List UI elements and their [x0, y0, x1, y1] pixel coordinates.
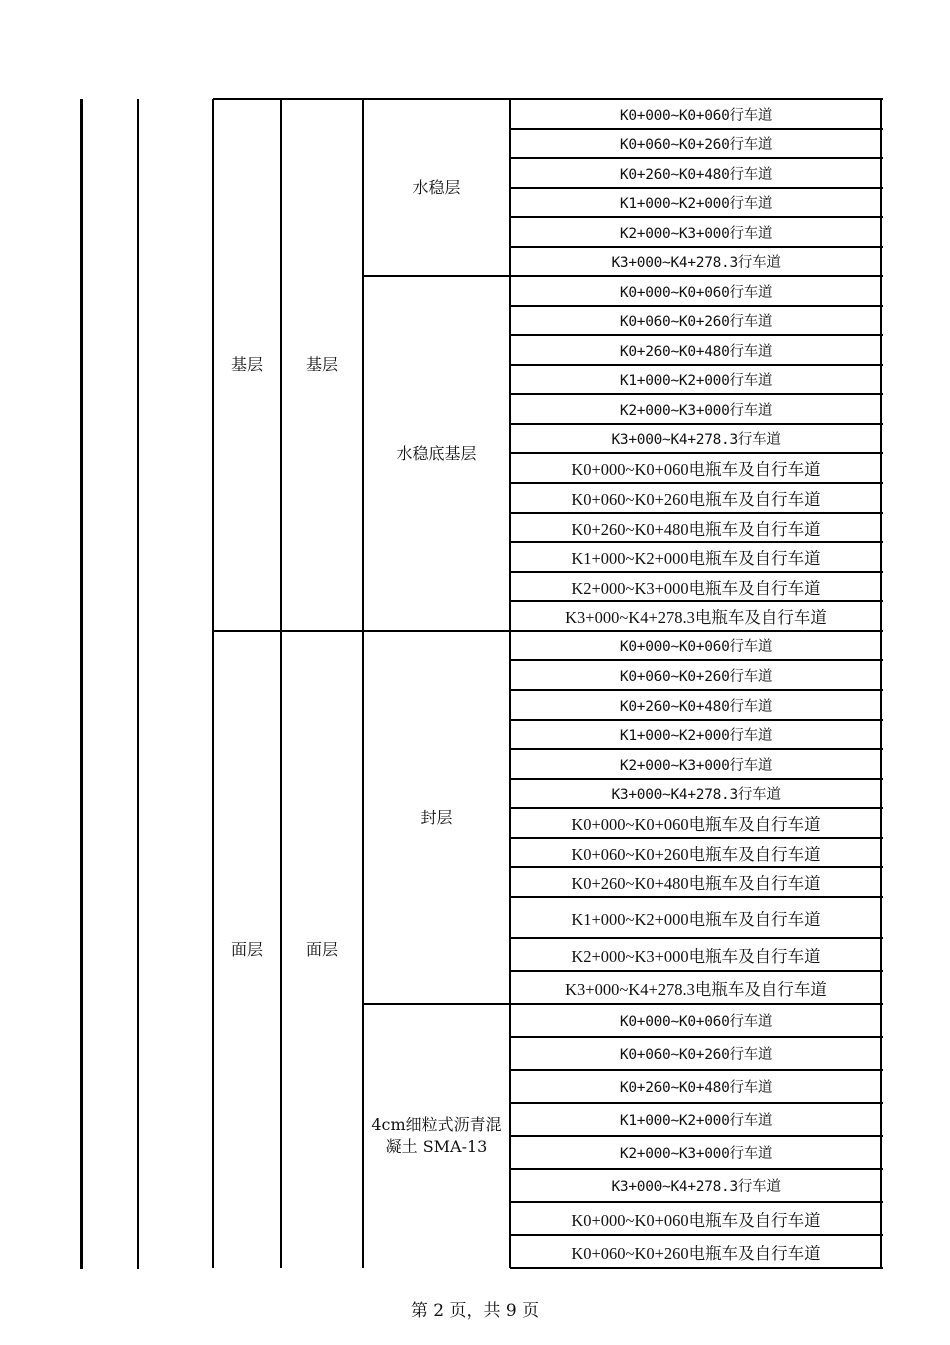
detail-row: K0+060~K0+260电瓶车及自行车道: [571, 1243, 821, 1263]
column-separator: [509, 99, 511, 1268]
section-cell: 水稳底基层: [396, 443, 477, 463]
detail-row: K3+000~K4+278.3行车道: [611, 255, 781, 271]
detail-row: K1+000~K2+000行车道: [619, 728, 773, 744]
column-separator: [280, 99, 282, 1268]
detail-row: K0+000~K0+060电瓶车及自行车道: [571, 1210, 821, 1230]
section-top-border: [363, 275, 512, 277]
row-border: [510, 1267, 883, 1269]
detail-row: K2+000~K3+000行车道: [619, 1146, 773, 1162]
detail-row: K2+000~K3+000电瓶车及自行车道: [571, 946, 821, 966]
detail-row: K0+000~K0+060行车道: [619, 639, 773, 655]
column-separator: [880, 99, 882, 1268]
detail-row: K0+060~K0+260行车道: [619, 1047, 773, 1063]
detail-row: K3+000~K4+278.3电瓶车及自行车道: [565, 608, 827, 627]
section-cell: 4cm细粒式沥青混凝土 SMA-13: [371, 1115, 502, 1156]
page-footer: 第 2 页，共 9 页: [410, 1301, 540, 1321]
detail-row: K0+000~K0+060行车道: [619, 1014, 773, 1030]
detail-row: K0+060~K0+260电瓶车及自行车道: [571, 844, 821, 864]
column-separator: [212, 99, 214, 1268]
category-cell: 面层: [230, 939, 263, 959]
section-top-border: [363, 98, 512, 100]
table-top-border: [510, 98, 883, 100]
detail-row: K0+060~K0+260电瓶车及自行车道: [571, 490, 821, 509]
detail-row: K0+060~K0+260行车道: [619, 668, 773, 685]
column-separator: [362, 99, 364, 1268]
detail-row: K0+260~K0+480行车道: [619, 343, 773, 360]
section-top-border: [363, 1003, 512, 1005]
detail-row: K2+000~K3+000行车道: [619, 757, 773, 774]
detail-row: K0+260~K0+480行车道: [619, 1080, 773, 1096]
detail-row: K1+000~K2+000行车道: [619, 1113, 773, 1129]
detail-row: K0+000~K0+060行车道: [619, 284, 773, 301]
detail-row: K0+000~K0+060电瓶车及自行车道: [571, 460, 821, 479]
detail-row: K0+260~K0+480电瓶车及自行车道: [571, 874, 821, 893]
detail-row: K0+060~K0+260行车道: [619, 314, 773, 330]
detail-row: K0+000~K0+060电瓶车及自行车道: [571, 815, 821, 834]
detail-row: K1+000~K2+000电瓶车及自行车道: [571, 549, 821, 568]
detail-row: K2+000~K3+000行车道: [619, 402, 773, 419]
section-cell: 水稳层: [412, 177, 461, 197]
detail-row: K2+000~K3+000行车道: [619, 225, 773, 242]
left-inner-line: [137, 99, 139, 1269]
detail-row: K2+000~K3+000电瓶车及自行车道: [571, 578, 821, 598]
category-cell: 基层: [230, 355, 263, 374]
item-cell: 基层: [305, 355, 338, 374]
detail-row: K3+000~K4+278.3行车道: [611, 787, 781, 803]
detail-row: K0+260~K0+480行车道: [619, 166, 773, 183]
item-cell: 面层: [305, 939, 338, 959]
section-top-border: [363, 630, 512, 632]
section-cell: 封层: [420, 807, 453, 827]
detail-row: K0+260~K0+480行车道: [619, 698, 773, 715]
detail-row: K1+000~K2+000电瓶车及自行车道: [571, 909, 821, 929]
detail-row: K0+000~K0+060行车道: [619, 107, 773, 124]
detail-row: K3+000~K4+278.3电瓶车及自行车道: [565, 979, 827, 999]
detail-row: K1+000~K2+000行车道: [619, 373, 773, 389]
detail-row: K0+060~K0+260行车道: [619, 137, 773, 153]
detail-row: K3+000~K4+278.3行车道: [611, 1179, 781, 1195]
detail-row: K0+260~K0+480电瓶车及自行车道: [571, 519, 821, 539]
left-border-line: [80, 99, 83, 1269]
detail-row: K1+000~K2+000行车道: [619, 196, 773, 212]
detail-row: K3+000~K4+278.3行车道: [611, 432, 781, 448]
